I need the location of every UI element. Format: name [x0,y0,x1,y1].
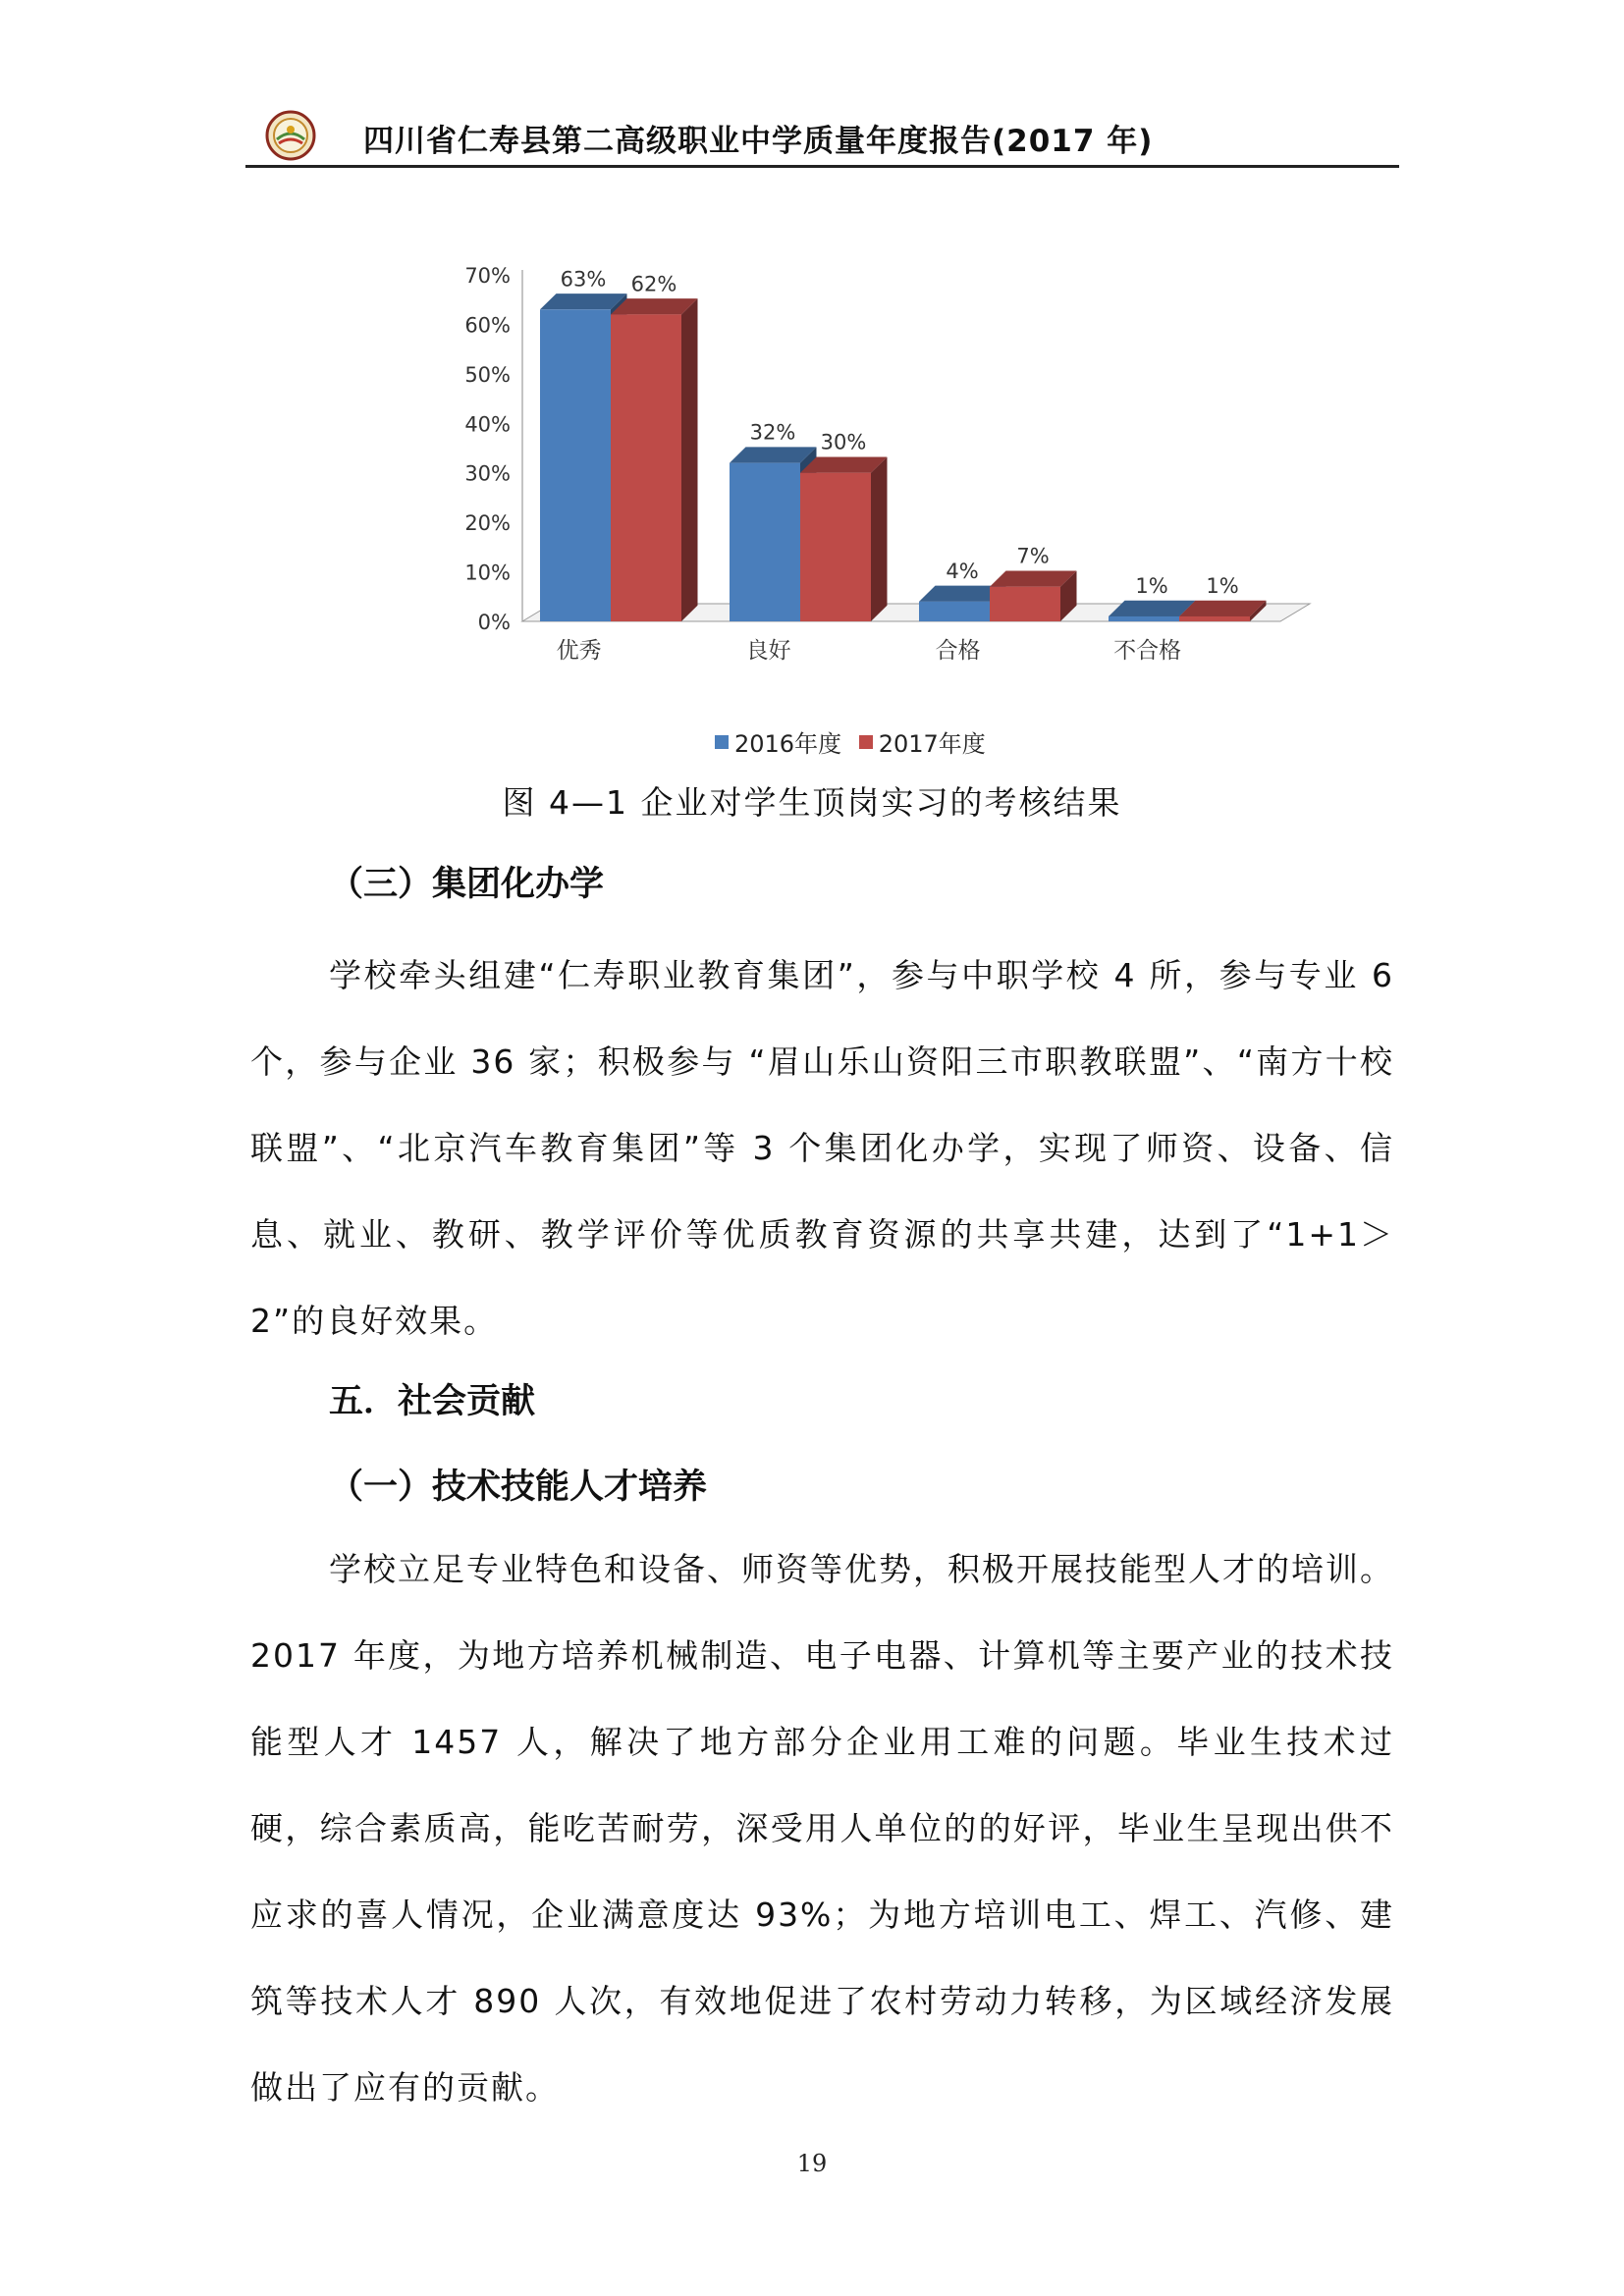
page-header [245,110,1399,168]
chart-legend [715,724,996,758]
school-emblem-icon [265,110,316,161]
legend-swatch-2017 [859,735,873,749]
data-label: 7% [1016,544,1050,568]
y-tick-label: 30% [464,461,511,486]
y-tick-label: 60% [464,313,511,338]
section-heading-group-schooling: （三）集团化办学 [329,865,605,904]
assessment-chart [393,221,1326,771]
header-title: 四川省仁寿县第二高级职业中学质量年度报告(2017 年) [363,124,1154,159]
data-label: 30% [820,430,867,454]
bar [611,314,681,621]
page-number: 19 [796,2150,828,2177]
legend-swatch-2016 [715,735,729,749]
x-tick-label: 良好 [745,638,791,664]
y-tick-label: 70% [464,264,511,288]
y-tick-label: 20% [464,511,511,536]
y-tick-label: 0% [477,611,511,634]
legend-item-2017 [859,724,986,759]
data-label: 32% [749,420,796,445]
data-label: 1% [1135,573,1168,598]
paragraph-talent-training: 学校立足专业特色和设备、师资等优势，积极开展技能型人才的培训。2017 年度，为地方培养机械制造、电子电器、计算机等主要产业的技术技能型人才 1457 人，解决了地方部分企业用工难的问题。毕业生技术过硬，综合素质高，能吃苦耐劳，深受用人单位的的好评，毕业生呈现出供不应求的喜人情况，企业满意度达 93%；为地方培训电工、焊工、汽修、建筑等技术人才 890 人次，有效地促进了农村劳动力转移，为区域经济发展做出了应有的贡献。 [250,1550,1394,2107]
bar [540,309,611,621]
section-heading-talent-training: （一）技术技能人才培养 [329,1468,708,1507]
data-label: 1% [1206,573,1239,598]
bar [800,473,871,621]
section-heading-social-contribution: 五．社会贡献 [329,1382,536,1421]
data-label: 63% [560,267,607,292]
bar [990,587,1060,621]
bar [1179,616,1250,621]
bar [919,602,990,621]
data-label: 4% [946,559,979,583]
legend-item-2016 [715,724,841,759]
x-tick-label: 优秀 [556,638,602,664]
figure-caption: 图 4—1 企业对学生顶岗实习的考核结果 [502,783,1122,822]
bar-side [681,298,698,621]
x-tick-label: 合格 [935,638,981,664]
data-label: 62% [630,272,677,296]
y-tick-label: 40% [464,412,511,437]
bar-chart-svg [393,221,1326,721]
y-tick-label: 10% [464,561,511,585]
x-tick-label: 不合格 [1113,638,1182,664]
paragraph-group-schooling: 学校牵头组建“仁寿职业教育集团”，参与中职学校 4 所，参与专业 6 个，参与企业 36 家；积极参与 “眉山乐山资阳三市职教联盟”、“南方十校联盟”、“北京汽车教育集团”等 3 个集团化办学，实现了师资、设备、信息、就业、教研、教学评价等优质教育资源的共享共建，达到了“1+1＞2”的良好效果。 [250,956,1394,1340]
bar-side [871,457,888,621]
y-tick-label: 50% [464,362,511,387]
legend-label-2016: 2016年度 [734,730,842,758]
bar [730,463,800,621]
legend-label-2017: 2017年度 [878,730,986,758]
bar [1109,616,1179,621]
